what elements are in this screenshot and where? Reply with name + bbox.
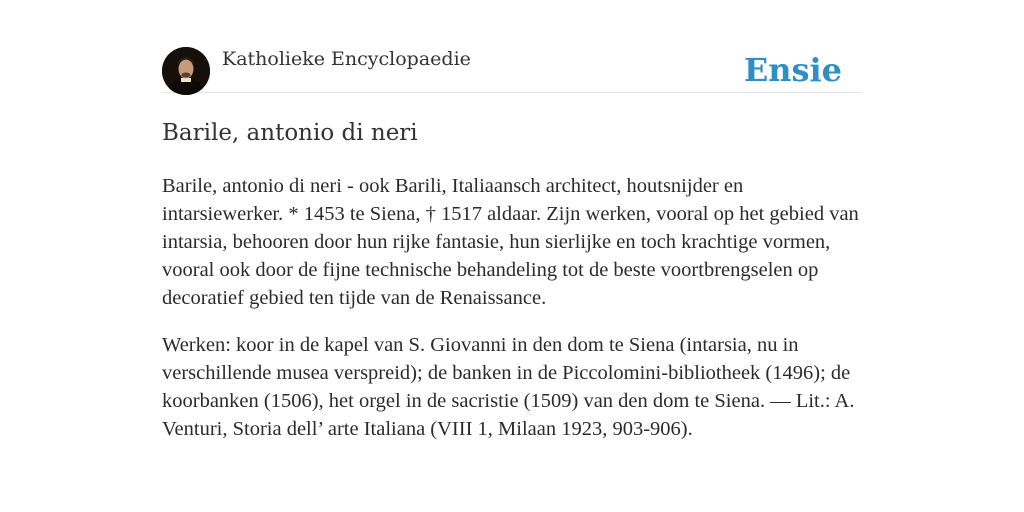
entry-paragraph: Werken: koor in de kapel van S. Giovanni in den dom te Siena (intarsia, nu in verschillende musea verspreid); de banken in de Piccolomini-bibliotheek (1496); de koorbanken (1506), het orgel in de sacristie (1509) van den dom te Siena. — Lit.: A. Venturi, Storia dell’ arte Italiana (VIII 1, Milaan 1923, 903-906). xyxy=(162,334,855,440)
portrait-avatar-image xyxy=(162,47,210,95)
entry-paragraph: Barile, antonio di neri - ook Barili, Italiaansch architect, houtsnijder en intarsiewerker. * 1453 te Siena, † 1517 aldaar. Zijn werken, vooral op het gebied van intarsia, behooren door hun rijke fantasie, hun sierlijke en toch krachtige vormen, vooral ook door de fijne technische behandeling tot de beste voortbrengselen op decoratief gebied ten tijde van de Renaissance. xyxy=(162,175,859,309)
ensie-logo[interactable]: Ensie xyxy=(743,51,842,89)
entry-header xyxy=(162,44,862,93)
entry-card xyxy=(162,44,862,443)
portrait-avatar-icon[interactable] xyxy=(162,47,210,95)
entry-title: Barile, antonio di neri xyxy=(162,120,418,146)
source-name[interactable]: Katholieke Encyclopaedie xyxy=(222,48,471,70)
